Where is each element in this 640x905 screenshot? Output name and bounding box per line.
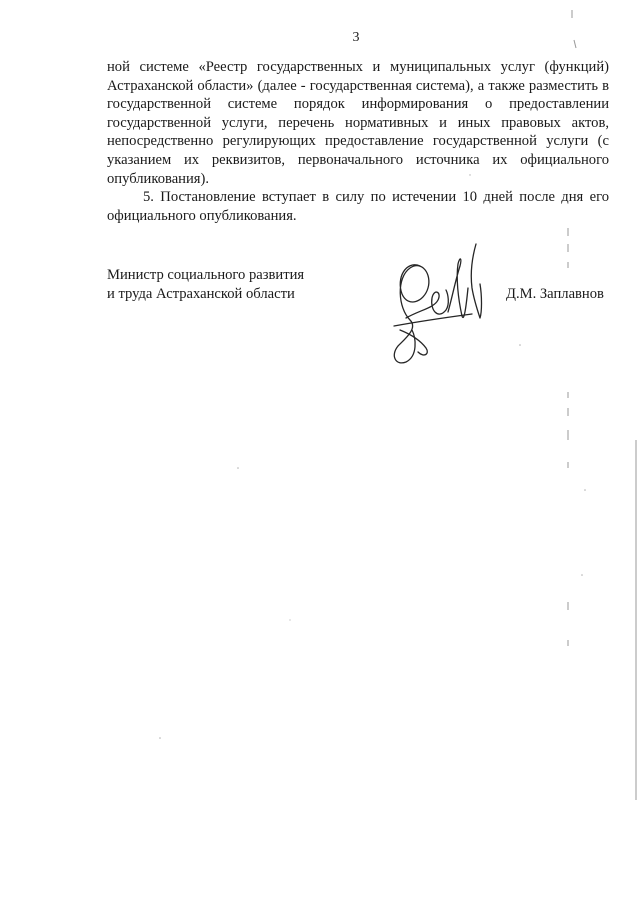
signature-stroke-right: [471, 244, 481, 318]
page-number: 3: [352, 30, 360, 45]
document-body: [107, 58, 609, 225]
signer-name: Д.М. Заплавнов: [506, 286, 604, 302]
signer-position: [107, 266, 304, 303]
signer-position-line-2: и труда Астраханской области: [107, 285, 295, 302]
paragraph-continuation: ной системе «Реестр государственных и муниципальных услуг (функций) Астраханской области» (далее - государственная система), а также разместить в государственной системе порядок информирования о предоставлении государственной услуги, перечень нормативных и иных правовых актов, непосредственно регулирующих предоставление государственной услуги (с указанием их реквизитов, первоначального источника их официального опубликования).: [107, 59, 609, 187]
signature-stroke-cross: [394, 314, 472, 326]
paragraph-item-5: 5. Постановление вступает в силу по истечении 10 дней после дня его официального опубликования.: [107, 189, 609, 224]
signature-stroke-loop: [394, 265, 429, 363]
signature-stroke-middle: [406, 290, 448, 318]
signature-stroke-tall: [448, 259, 468, 317]
handwritten-signature: [376, 238, 496, 370]
signer-position-line-1: Министр социального развития: [107, 267, 305, 283]
